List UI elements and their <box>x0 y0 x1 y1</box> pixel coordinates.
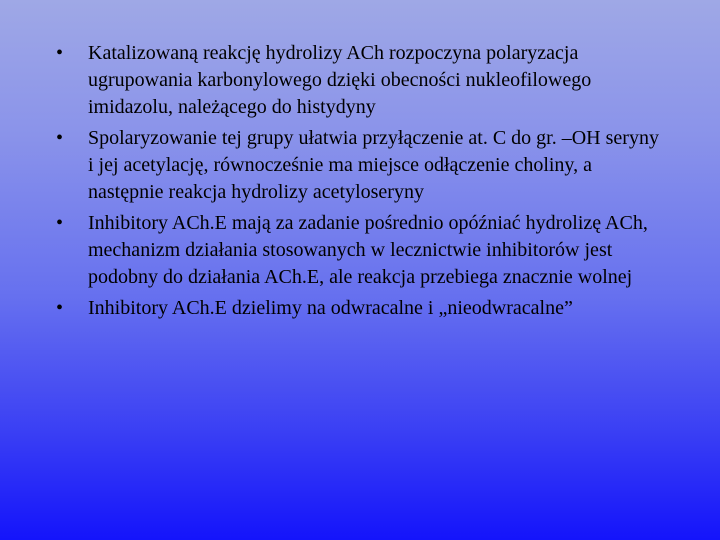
bullet-list <box>56 40 666 326</box>
bullet-text: Katalizowaną reakcję hydrolizy ACh rozpoczyna polaryzacja ugrupowania karbonylowego dzięki obecności nukleofilowego imidazolu, należącego do histydyny <box>88 42 592 118</box>
bullet-item <box>56 40 666 121</box>
bullet-dot-icon: • <box>56 212 64 234</box>
bullet-item <box>56 295 666 322</box>
bullet-dot-icon: • <box>56 297 64 319</box>
bullet-dot-icon: • <box>56 127 64 149</box>
bullet-item <box>56 125 666 206</box>
bullet-item <box>56 210 666 291</box>
bullet-text: Spolaryzowanie tej grupy ułatwia przyłączenie at. C do gr. –OH seryny i jej acetylację, równocześnie ma miejsce odłączenie choliny, a następnie reakcja hydrolizy acetyloseryny <box>88 127 659 203</box>
bullet-text: Inhibitory ACh.E mają za zadanie pośrednio opóźniać hydrolizę ACh, mechanizm działania stosowanych w lecznictwie inhibitorów jest podobny do działania ACh.E, ale reakcja przebiega znacznie wolnej <box>88 212 648 288</box>
bullet-text: Inhibitory ACh.E dzielimy na odwracalne i „nieodwracalne” <box>88 297 573 319</box>
bullet-dot-icon: • <box>56 42 64 64</box>
